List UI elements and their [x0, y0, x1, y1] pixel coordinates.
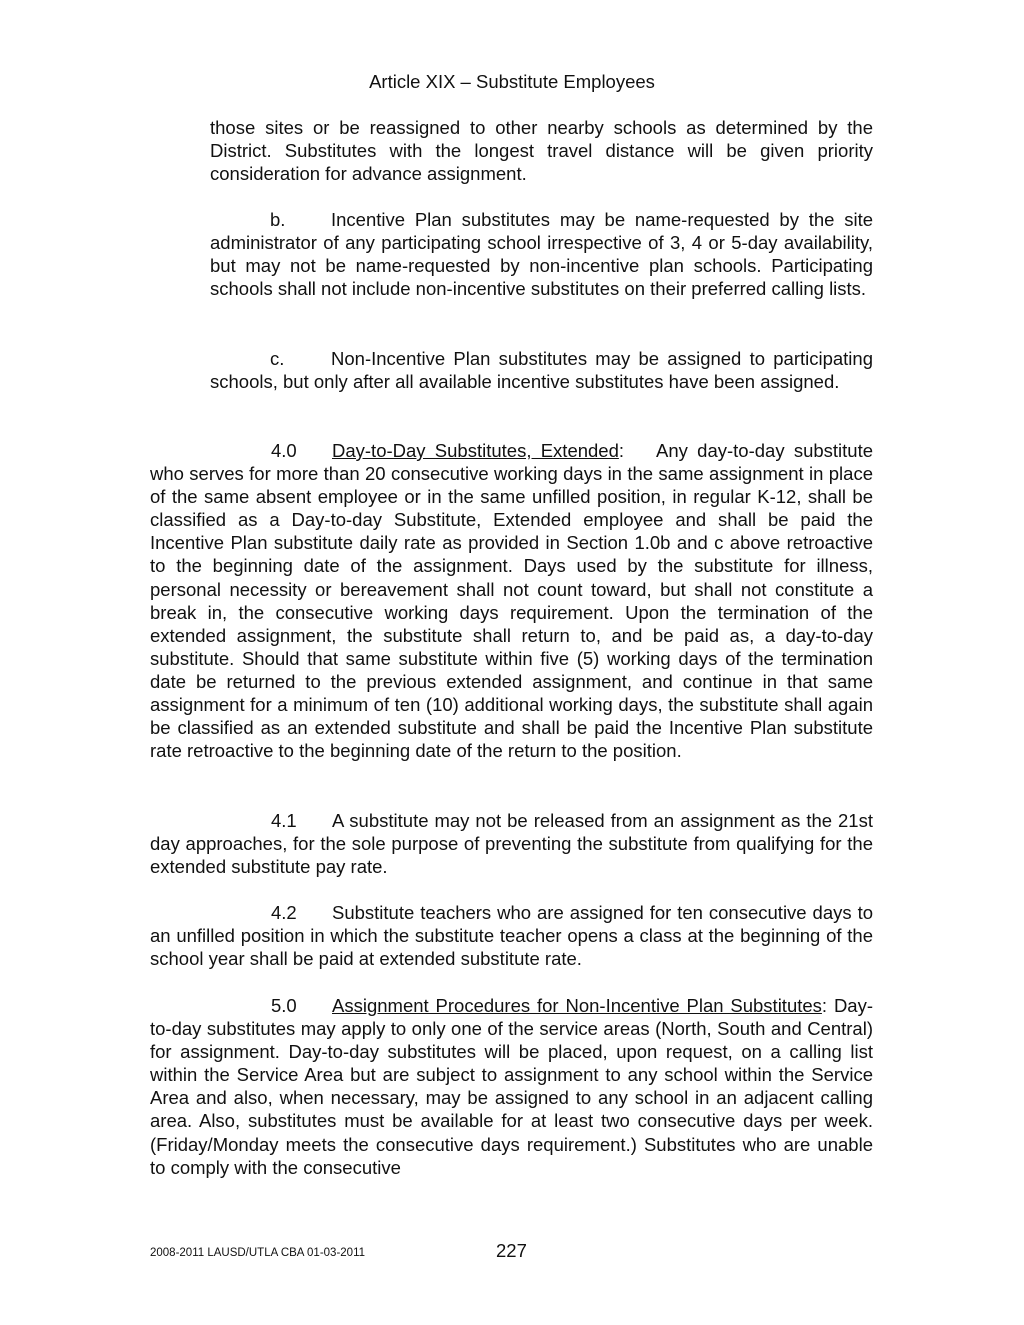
paragraph-intro-text: those sites or be reassigned to other nearby schools as determined by the District. Substitutes with the longest travel distance will be given priority consideration for advance assignment. — [210, 117, 873, 185]
section-4-0-marker: 4.0 — [271, 440, 297, 461]
section-4-1 — [150, 809, 873, 878]
section-4-0-heading: Day-to-Day Substitutes, Extended — [332, 440, 619, 461]
footer-document-id: 2008-2011 LAUSD/UTLA CBA 01-03-2011 — [150, 1247, 366, 1259]
section-5-0-marker: 5.0 — [271, 995, 297, 1016]
footer-page-number: 227 — [496, 1240, 527, 1261]
section-4-1-text: A substitute may not be released from an assignment as the 21st day approaches, for the sole purpose of preventing the substitute from qualifying for the extended substitute pay rate. — [150, 810, 873, 878]
section-4-0 — [150, 439, 873, 762]
section-4-0-colon: : — [618, 440, 625, 461]
section-4-0-text: Any day-to-day substitute who serves for more than 20 consecutive working days in the same assignment in place of the same absent employee or in the same unfilled position, in regular K-12, shall be classified as a Day-to-day Substitute, Extended employee and shall be paid the Incentive Plan substitute daily rate as provided in Section 1.0b and c above retroactive to the beginning date of the assignment. Days used by the substitute for illness, personal necessity or bereavement shall not count toward, but shall not constitute a break in, the consecutive working days requirement. Upon the termination of the extended assignment, the substitute shall return to, and be paid as, a day-to-day substitute. Should that same substitute within five (5) working days of the termination date be returned to the previous extended assignment, and continue in that same assignment for a minimum of ten (10) additional working days, the substitute shall again be classified as an extended substitute and shall be paid the Incentive Plan substitute rate retroactive to the beginning date of the return to the position. — [150, 440, 873, 762]
section-4-2 — [150, 901, 873, 970]
page-header-title: Article XIX – Substitute Employees — [369, 71, 655, 92]
paragraph-c — [210, 347, 873, 393]
section-5-0-text: Day-to-day substitutes may apply to only one of the service areas (North, South and Central) for assignment. Day-to-day substitutes will be placed, upon request, on a calling list within the Service Area but are subject to assignment to any school within the Service Area and also, when necessary, may be assigned to any school in an adjacent calling area. Also, substitutes must be available for at least two consecutive days per week. (Friday/Monday meets the consecutive days requirement.) Substitutes who are unable to comply with the consecutive — [150, 995, 873, 1178]
paragraph-b-text: Incentive Plan substitutes may be name-requested by the site administrator of any participating school irrespective of 3, 4 or 5-day availability, but may not be name-requested by non-incentive plan schools. Participating schools shall not include non-incentive substitutes on their preferred calling lists. — [210, 209, 873, 300]
paragraph-intro — [210, 116, 873, 185]
section-4-2-text: Substitute teachers who are assigned for ten consecutive days to an unfilled position in which the substitute teacher opens a class at the beginning of the school year shall be paid at extended substitute rate. — [150, 902, 873, 970]
paragraph-c-marker: c. — [270, 348, 285, 369]
section-5-0 — [150, 994, 873, 1179]
section-5-0-colon: : — [821, 995, 828, 1016]
section-4-2-marker: 4.2 — [271, 902, 297, 923]
paragraph-b — [210, 208, 873, 300]
paragraph-b-marker: b. — [270, 209, 286, 230]
section-5-0-heading: Assignment Procedures for Non-Incentive Plan Substitutes — [332, 995, 822, 1016]
paragraph-c-text: Non-Incentive Plan substitutes may be assigned to participating schools, but only after all available incentive substitutes have been assigned. — [210, 348, 873, 393]
section-4-1-marker: 4.1 — [271, 810, 297, 831]
